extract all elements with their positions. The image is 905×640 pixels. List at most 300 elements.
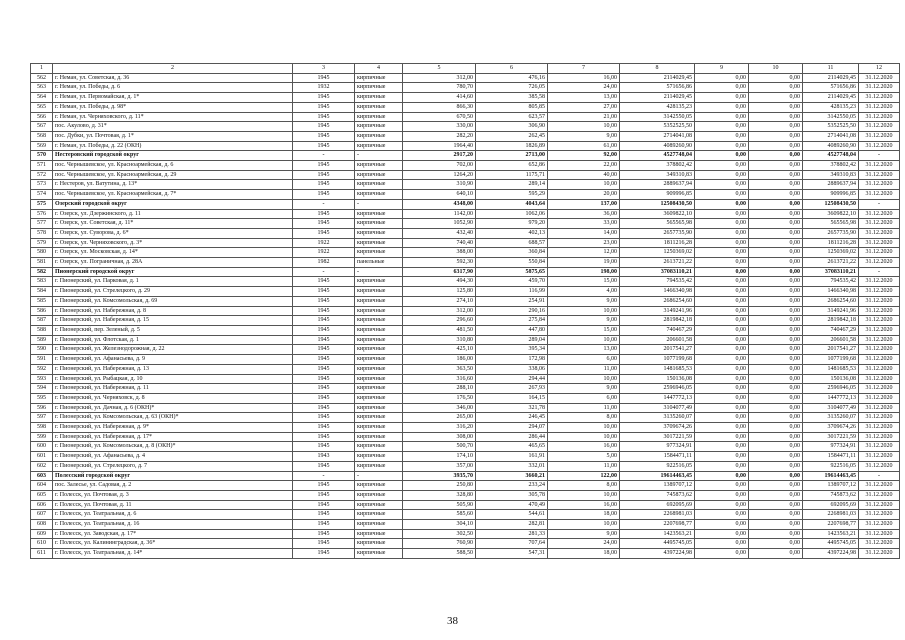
table-cell: 22,00 (548, 161, 620, 171)
table-row (31, 248, 900, 258)
table-cell: кирпичные (355, 122, 403, 132)
table-cell: 594 (31, 384, 53, 394)
table-row (31, 481, 900, 491)
table-cell: 1945 (293, 364, 355, 374)
table-cell: кирпичные (355, 238, 403, 248)
table-cell: 2686254,60 (803, 296, 859, 306)
table-cell: г. Пионерский, ул. Флотская, д. 1 (53, 335, 293, 345)
table-cell: 547,31 (476, 549, 548, 559)
table-cell: кирпичные (355, 384, 403, 394)
table-cell: 1945 (293, 500, 355, 510)
table-cell: 6317,90 (403, 267, 476, 277)
table-cell: 0,00 (695, 461, 749, 471)
table-cell: 1389707,12 (620, 481, 695, 491)
table-cell: 0,00 (749, 423, 803, 433)
table-cell: 0,00 (749, 199, 803, 209)
table-cell: кирпичные (355, 102, 403, 112)
table-cell: 290,16 (476, 306, 548, 316)
table-cell: кирпичные (355, 423, 403, 433)
table-cell: 31.12.2020 (859, 277, 900, 287)
table-cell: 2714041,08 (620, 131, 695, 141)
table-cell: 584 (31, 287, 53, 297)
table-cell: 10,00 (548, 423, 620, 433)
table-cell: 282,81 (476, 520, 548, 530)
table-cell: кирпичные (355, 219, 403, 229)
table-cell: 1945 (293, 141, 355, 151)
table-cell: 31.12.2020 (859, 180, 900, 190)
table-cell: 2714041,08 (803, 131, 859, 141)
table-cell: г. Пионерский, ул. Комсомольская, д. 8 (ОКН)* (53, 442, 293, 452)
table-row (31, 228, 900, 238)
table-row (31, 461, 900, 471)
table-cell: панельные (355, 258, 403, 268)
table-cell: г. Пионерский, пер. Зеленый, д. 5 (53, 325, 293, 335)
table-cell: 0,00 (695, 258, 749, 268)
table-cell: 1811216,28 (620, 238, 695, 248)
table-row (31, 102, 900, 112)
table-cell: 593 (31, 374, 53, 384)
table-row (31, 364, 900, 374)
table-cell: 3660,21 (476, 471, 548, 481)
table-row (31, 393, 900, 403)
table-cell: 4397224,98 (803, 549, 859, 559)
table-cell: 0,00 (749, 393, 803, 403)
table-cell: 692095,69 (803, 500, 859, 510)
table-cell: 582 (31, 267, 53, 277)
table-cell: 302,50 (403, 529, 476, 539)
table-cell: 37083110,21 (803, 267, 859, 277)
table-cell: 0,00 (749, 102, 803, 112)
table-cell: 20,00 (548, 190, 620, 200)
table-cell: 0,00 (749, 131, 803, 141)
table-row (31, 258, 900, 268)
table-row (31, 238, 900, 248)
table-cell: 61,00 (548, 141, 620, 151)
table-row (31, 180, 900, 190)
table-cell: 31.12.2020 (859, 393, 900, 403)
table-cell: 569 (31, 141, 53, 151)
table-cell: 979,20 (476, 219, 548, 229)
table-cell: 2207698,77 (620, 520, 695, 530)
table-cell: кирпичные (355, 170, 403, 180)
table-cell: 0,00 (695, 73, 749, 83)
table-cell: 1175,71 (476, 170, 548, 180)
table-cell: 9,00 (548, 529, 620, 539)
table-cell: кирпичные (355, 93, 403, 103)
table-cell: 233,24 (476, 481, 548, 491)
table-cell: 31.12.2020 (859, 248, 900, 258)
table-cell: 567 (31, 122, 53, 132)
table-cell: г. Пионерский, ул. Набережная, д. 9* (53, 423, 293, 433)
table-cell: 15,00 (548, 277, 620, 287)
table-cell: 0,00 (695, 209, 749, 219)
table-cell: 8,00 (548, 413, 620, 423)
table-cell: 0,00 (695, 413, 749, 423)
table-cell: 31.12.2020 (859, 190, 900, 200)
table-cell: кирпичные (355, 335, 403, 345)
table-cell: 3135260,07 (620, 413, 695, 423)
table-cell: 1945 (293, 131, 355, 141)
table-cell: г. Неман, ул. Победы, д. 98* (53, 102, 293, 112)
table-cell: 3135260,07 (803, 413, 859, 423)
table-cell: - (859, 199, 900, 209)
table-cell: 592 (31, 364, 53, 374)
table-cell: 2657735,90 (803, 228, 859, 238)
table-cell: 604 (31, 481, 53, 491)
table-cell: 586 (31, 306, 53, 316)
table-cell: 3709674,26 (803, 423, 859, 433)
table-cell: г. Пионерский, ул. Стрелецкого, д. 29 (53, 287, 293, 297)
table-cell: 909996,85 (803, 190, 859, 200)
table-cell: 745873,62 (620, 490, 695, 500)
table-cell: 794535,42 (620, 277, 695, 287)
table-cell: 470,49 (476, 500, 548, 510)
table-cell: 294,07 (476, 423, 548, 433)
table-cell: кирпичные (355, 306, 403, 316)
table-cell: 332,01 (476, 461, 548, 471)
table-cell: кирпичные (355, 452, 403, 462)
column-number-cell: 2 (53, 64, 293, 74)
table-cell: г. Неман, ул. Первомайская, д. 1* (53, 93, 293, 103)
table-cell: 36,00 (548, 209, 620, 219)
table-cell: кирпичные (355, 520, 403, 530)
table-cell: 585,60 (403, 510, 476, 520)
table-cell: 164,15 (476, 393, 548, 403)
table-cell: 360,84 (476, 248, 548, 258)
table-cell: 10,00 (548, 374, 620, 384)
table-cell: 6,00 (548, 393, 620, 403)
table-cell: 174,10 (403, 452, 476, 462)
table-cell: 246,45 (476, 413, 548, 423)
table-row (31, 325, 900, 335)
housing-register-table (30, 63, 900, 559)
table-cell: 4495745,05 (620, 539, 695, 549)
table-cell: - (293, 151, 355, 161)
table-cell: 1584471,11 (620, 452, 695, 462)
table-cell: 2114029,45 (620, 73, 695, 83)
table-cell: кирпичные (355, 490, 403, 500)
table-cell: кирпичные (355, 248, 403, 258)
table-cell: 3142550,05 (620, 112, 695, 122)
district-summary-row (31, 151, 900, 161)
table-cell: 568 (31, 131, 53, 141)
table-cell: кирпичные (355, 442, 403, 452)
table-cell: 21,00 (548, 112, 620, 122)
table-cell: - (859, 471, 900, 481)
table-cell: 0,00 (695, 374, 749, 384)
table-cell: 866,30 (403, 102, 476, 112)
table-cell: 1945 (293, 122, 355, 132)
table-cell: 2596946,05 (620, 384, 695, 394)
table-cell: 571 (31, 161, 53, 171)
table-cell: - (355, 267, 403, 277)
table-cell: 198,00 (548, 267, 620, 277)
table-row (31, 93, 900, 103)
table-cell: 571656,86 (620, 83, 695, 93)
table-cell: 977324,91 (620, 442, 695, 452)
table-cell: 31.12.2020 (859, 490, 900, 500)
table-cell: 288,10 (403, 384, 476, 394)
table-row (31, 355, 900, 365)
table-cell: 10,00 (548, 180, 620, 190)
table-cell: 0,00 (749, 490, 803, 500)
table-cell: 31.12.2020 (859, 258, 900, 268)
table-row (31, 539, 900, 549)
table-cell: 31.12.2020 (859, 102, 900, 112)
table-cell: 150136,08 (803, 374, 859, 384)
table-cell: 312,00 (403, 73, 476, 83)
table-cell: 1945 (293, 374, 355, 384)
table-cell: 281,33 (476, 529, 548, 539)
table-cell: 312,00 (403, 306, 476, 316)
table-cell: 1945 (293, 345, 355, 355)
table-cell: 1052,90 (403, 219, 476, 229)
table-cell: 250,80 (403, 481, 476, 491)
table-cell: 563 (31, 83, 53, 93)
column-number-cell: 4 (355, 64, 403, 74)
table-row (31, 112, 900, 122)
table-cell: 0,00 (695, 510, 749, 520)
table-cell: 2686254,60 (620, 296, 695, 306)
table-cell: 24,00 (548, 83, 620, 93)
table-cell: 0,00 (749, 93, 803, 103)
table-cell: 31.12.2020 (859, 141, 900, 151)
table-cell: 1945 (293, 355, 355, 365)
district-summary-row (31, 471, 900, 481)
table-cell: 13,00 (548, 345, 620, 355)
table-cell: 19614463,45 (803, 471, 859, 481)
table-cell: 37083110,21 (620, 267, 695, 277)
table-cell: 465,65 (476, 442, 548, 452)
table-cell: г. Пионерский, ул. Рыбацкая, д. 10 (53, 374, 293, 384)
table-cell: 289,04 (476, 335, 548, 345)
table-cell: кирпичные (355, 510, 403, 520)
table-cell: 564 (31, 93, 53, 103)
table-cell: г. Озерск, ул. Суворова, д. 6* (53, 228, 293, 238)
table-cell: 794535,42 (803, 277, 859, 287)
table-cell: 33,00 (548, 219, 620, 229)
table-cell: 0,00 (695, 539, 749, 549)
table-cell: 500,70 (403, 442, 476, 452)
table-cell: 0,00 (695, 423, 749, 433)
table-cell: 0,00 (749, 520, 803, 530)
table-cell: г. Пионерский, ул. Афанасьева, д. 4 (53, 452, 293, 462)
table-cell: 1062,06 (476, 209, 548, 219)
table-cell: 494,30 (403, 277, 476, 287)
table-cell: 1250369,02 (803, 248, 859, 258)
table-cell: 544,61 (476, 510, 548, 520)
table-cell: 31.12.2020 (859, 325, 900, 335)
table-cell: 137,00 (548, 199, 620, 209)
table-cell: 330,00 (403, 122, 476, 132)
table-cell: 0,00 (749, 267, 803, 277)
table-cell: 0,00 (695, 131, 749, 141)
column-number-header-row (31, 64, 900, 74)
table-cell: 652,86 (476, 161, 548, 171)
table-cell: 1945 (293, 413, 355, 423)
table-cell: 31.12.2020 (859, 219, 900, 229)
table-cell: 2819842,18 (803, 316, 859, 326)
table-cell: 31.12.2020 (859, 413, 900, 423)
table-cell: 5352525,50 (620, 122, 695, 132)
table-cell: 587 (31, 316, 53, 326)
table-cell: г. Пионерский, ул. Афанасьева, д. 9 (53, 355, 293, 365)
table-cell: 607 (31, 510, 53, 520)
table-cell: 388,00 (403, 248, 476, 258)
table-cell: 5,00 (548, 452, 620, 462)
table-cell: г. Озерск, ул. Советская, д. 11* (53, 219, 293, 229)
table-cell: 2268981,03 (620, 510, 695, 520)
column-number-cell: 6 (476, 64, 548, 74)
table-cell: 575 (31, 199, 53, 209)
table-cell: 566 (31, 112, 53, 122)
table-cell: 3142550,05 (803, 112, 859, 122)
table-cell: кирпичные (355, 296, 403, 306)
table-cell: 0,00 (695, 219, 749, 229)
table-cell: 1945 (293, 549, 355, 559)
table-cell: 3609822,10 (620, 209, 695, 219)
table-row (31, 170, 900, 180)
table-cell: 608 (31, 520, 53, 530)
table-row (31, 432, 900, 442)
table-cell: 1077199,68 (620, 355, 695, 365)
table-cell: 1142,00 (403, 209, 476, 219)
table-cell: 585 (31, 296, 53, 306)
table-row (31, 277, 900, 287)
table-cell: г. Пионерский, ул. Стрелецкого, д. 7 (53, 461, 293, 471)
table-cell: 589 (31, 335, 53, 345)
table-cell: 10,00 (548, 432, 620, 442)
table-cell: 688,57 (476, 238, 548, 248)
table-cell: 0,00 (695, 442, 749, 452)
table-row (31, 549, 900, 559)
table-cell: 0,00 (749, 83, 803, 93)
table-cell: 0,00 (695, 287, 749, 297)
table-cell: 1945 (293, 219, 355, 229)
table-cell: 304,10 (403, 520, 476, 530)
table-cell: 306,90 (476, 122, 548, 132)
table-cell: 0,00 (695, 112, 749, 122)
table-cell: 2889637,94 (620, 180, 695, 190)
table-cell: 0,00 (749, 364, 803, 374)
table-cell: 9,00 (548, 296, 620, 306)
table-cell: 0,00 (749, 287, 803, 297)
table-cell: 425,10 (403, 345, 476, 355)
table-cell: 275,84 (476, 316, 548, 326)
table-cell: 1077199,68 (803, 355, 859, 365)
table-cell: 10,00 (548, 490, 620, 500)
table-cell: 609 (31, 529, 53, 539)
table-cell: 338,06 (476, 364, 548, 374)
table-cell: г. Полесск, ул. Театральная, д. 16 (53, 520, 293, 530)
table-cell: 4348,00 (403, 199, 476, 209)
table-cell: 378802,42 (620, 161, 695, 171)
table-cell: 1481685,53 (620, 364, 695, 374)
table-cell: - (355, 471, 403, 481)
table-cell: 590 (31, 345, 53, 355)
table-cell: 601 (31, 452, 53, 462)
table-row (31, 442, 900, 452)
table-cell: 2613721,22 (620, 258, 695, 268)
table-cell: 31.12.2020 (859, 287, 900, 297)
table-row (31, 510, 900, 520)
table-cell: 27,00 (548, 102, 620, 112)
table-cell: 0,00 (695, 364, 749, 374)
table-cell: 31.12.2020 (859, 423, 900, 433)
table-cell: кирпичные (355, 83, 403, 93)
table-cell: 1945 (293, 170, 355, 180)
table-cell: 19614463,45 (620, 471, 695, 481)
table-cell: 9,00 (548, 384, 620, 394)
table-cell: 13,00 (548, 93, 620, 103)
table-cell: 11,00 (548, 403, 620, 413)
table-cell: 0,00 (695, 452, 749, 462)
table-cell: кирпичные (355, 345, 403, 355)
table-cell: г. Пионерский, ул. Черняховск, д. 8 (53, 393, 293, 403)
table-row (31, 73, 900, 83)
table-cell: 0,00 (749, 161, 803, 171)
table-cell: 16,00 (548, 73, 620, 83)
table-cell: 346,00 (403, 403, 476, 413)
table-cell: 1945 (293, 539, 355, 549)
table-cell: 573 (31, 180, 53, 190)
table-cell: г. Полесск, ул. Почтовая, д. 3 (53, 490, 293, 500)
table-cell: 31.12.2020 (859, 170, 900, 180)
table-cell: 5352525,50 (803, 122, 859, 132)
table-cell: 1945 (293, 432, 355, 442)
table-cell: 0,00 (749, 277, 803, 287)
table-cell: 432,40 (403, 228, 476, 238)
table-cell: 2114029,45 (803, 93, 859, 103)
table-cell: г. Пионерский, ул. Набережная, д. 11 (53, 384, 293, 394)
table-cell: 605 (31, 490, 53, 500)
table-cell: 2819842,18 (620, 316, 695, 326)
table-cell: 31.12.2020 (859, 345, 900, 355)
table-cell: 3149241,96 (803, 306, 859, 316)
table-cell: 0,00 (695, 228, 749, 238)
table-cell: г. Пионерский, ул. Набережная, д. 13 (53, 364, 293, 374)
table-cell: г. Полесск, ул. Заводская, д. 17* (53, 529, 293, 539)
table-cell: 296,60 (403, 316, 476, 326)
table-row (31, 316, 900, 326)
column-number-cell: 1 (31, 64, 53, 74)
table-cell: 702,00 (403, 161, 476, 171)
table-cell: 2207698,77 (803, 520, 859, 530)
table-cell: 0,00 (749, 170, 803, 180)
table-cell: 31.12.2020 (859, 364, 900, 374)
table-cell: 1945 (293, 316, 355, 326)
table-cell: - (355, 199, 403, 209)
table-cell: 1945 (293, 461, 355, 471)
table-cell: 3709674,26 (620, 423, 695, 433)
table-cell: 395,34 (476, 345, 548, 355)
table-cell: 31.12.2020 (859, 403, 900, 413)
table-cell: 1945 (293, 481, 355, 491)
table-cell: 0,00 (695, 549, 749, 559)
table-cell: 572 (31, 170, 53, 180)
table-cell: 0,00 (749, 384, 803, 394)
table-cell: 760,90 (403, 539, 476, 549)
table-cell: 745873,62 (803, 490, 859, 500)
table-cell: 0,00 (695, 335, 749, 345)
table-cell: - (859, 151, 900, 161)
table-cell: г. Неман, ул. Победы, д. 22 (ОКН) (53, 141, 293, 151)
table-cell: 1423563,21 (803, 529, 859, 539)
table-cell: 670,50 (403, 112, 476, 122)
table-cell: 3017221,59 (620, 432, 695, 442)
table-cell: 0,00 (695, 490, 749, 500)
table-cell: 316,20 (403, 423, 476, 433)
